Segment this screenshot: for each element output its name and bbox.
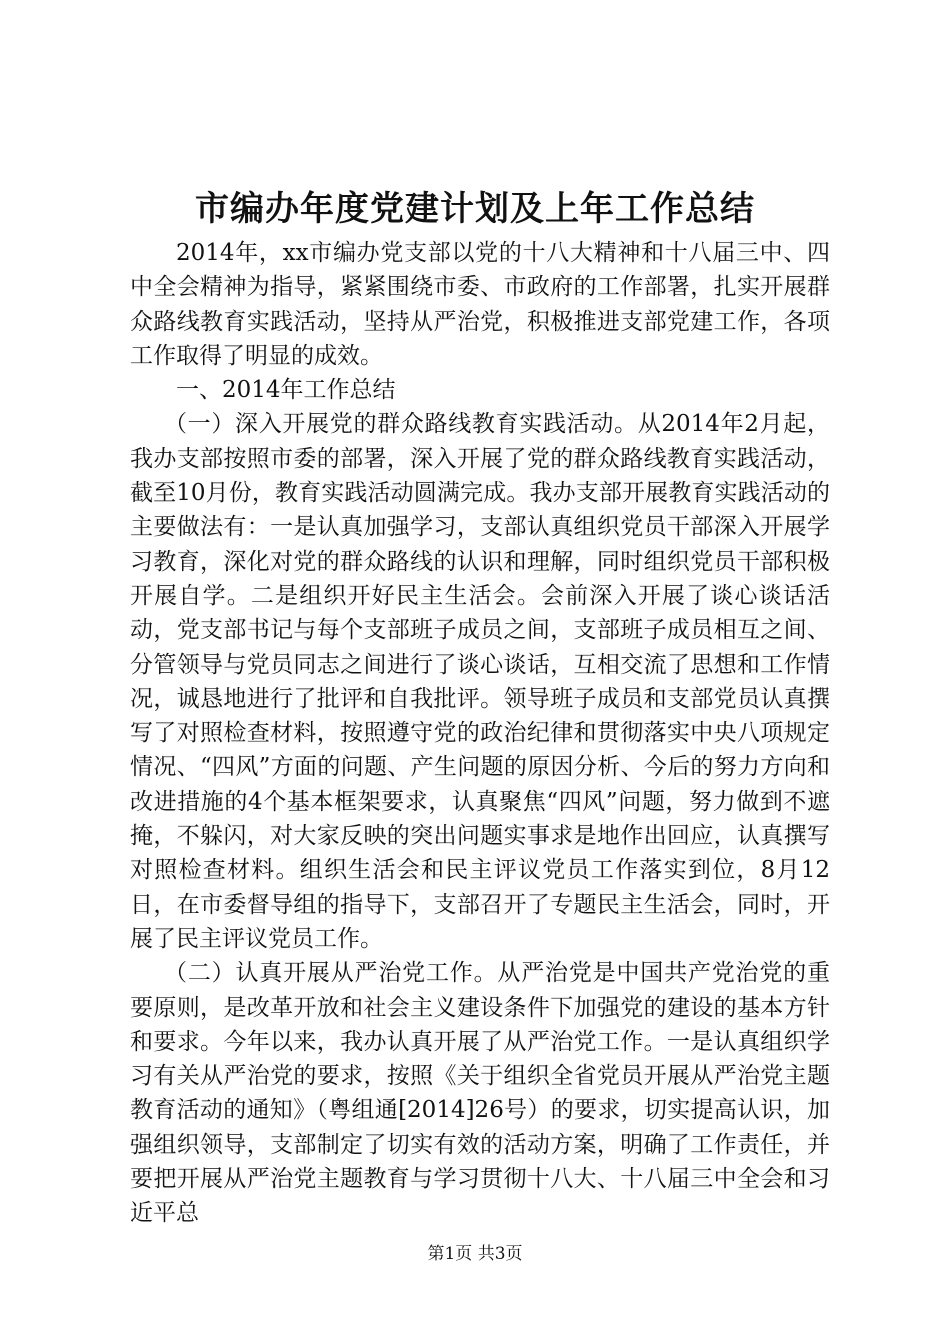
document-body — [130, 236, 830, 1231]
section-heading: 一、2014年工作总结 — [176, 377, 396, 404]
page-footer: 第1页 共3页 — [427, 1244, 523, 1264]
document-title: 市编办年度党建计划及上年工作总结 — [195, 189, 755, 229]
intro-paragraph: 2014年，xx市编办党支部以党的十八大精神和十八届三中、四中全会精神为指导，紧紧围绕市委、市政府的工作部署，扎实开展群众路线教育实践活动，坚持从严治党，积极推进支部党建工作，各项工作取得了明显的成效。 — [130, 240, 830, 369]
section-paragraph-2: （二）认真开展从严治党工作。从严治党是中国共产党治党的重要原则，是改革开放和社会主义建设条件下加强党的建设的基本方针和要求。今年以来，我办认真开展了从严治党工作。一是认真组织学习有关从严治党的要求，按照《关于组织全省党员开展从严治党主题教育活动的通知》（粤组通[2014]26号）的要求，切实提高认识，加强组织领导，支部制定了切实有效的活动方案，明确了工作责任，并要把开展从严治党主题教育与学习贯彻十八大、十八届三中全会和习近平总 — [130, 960, 830, 1227]
section-paragraph-1: （一）深入开展党的群众路线教育实践活动。从2014年2月起，我办支部按照市委的部署，深入开展了党的群众路线教育实践活动，截至10月份，教育实践活动圆满完成。我办支部开展教育实践活动的主要做法有：一是认真加强学习，支部认真组织党员干部深入开展学习教育，深化对党的群众路线的认识和理解，同时组织党员干部积极开展自学。二是组织开好民主生活会。会前深入开展了谈心谈话活动，党支部书记与每个支部班子成员之间，支部班子成员相互之间、分管领导与党员同志之间进行了谈心谈话，互相交流了思想和工作情况，诚恳地进行了批评和自我批评。领导班子成员和支部党员认真撰写了对照检查材料，按照遵守党的政治纪律和贯彻落实中央八项规定情况、“四风”方面的问题、产生问题的原因分析、今后的努力方向和改进措施的4个基本框架要求，认真聚焦“四风”问题，努力做到不遮掩，不躲闪，对大家反映的突出问题实事求是地作出回应，认真撰写对照检查材料。组织生活会和民主评议党员工作落实到位，8月12日，在市委督导组的指导下，支部召开了专题民主生活会，同时，开展了民主评议党员工作。 — [130, 411, 830, 952]
